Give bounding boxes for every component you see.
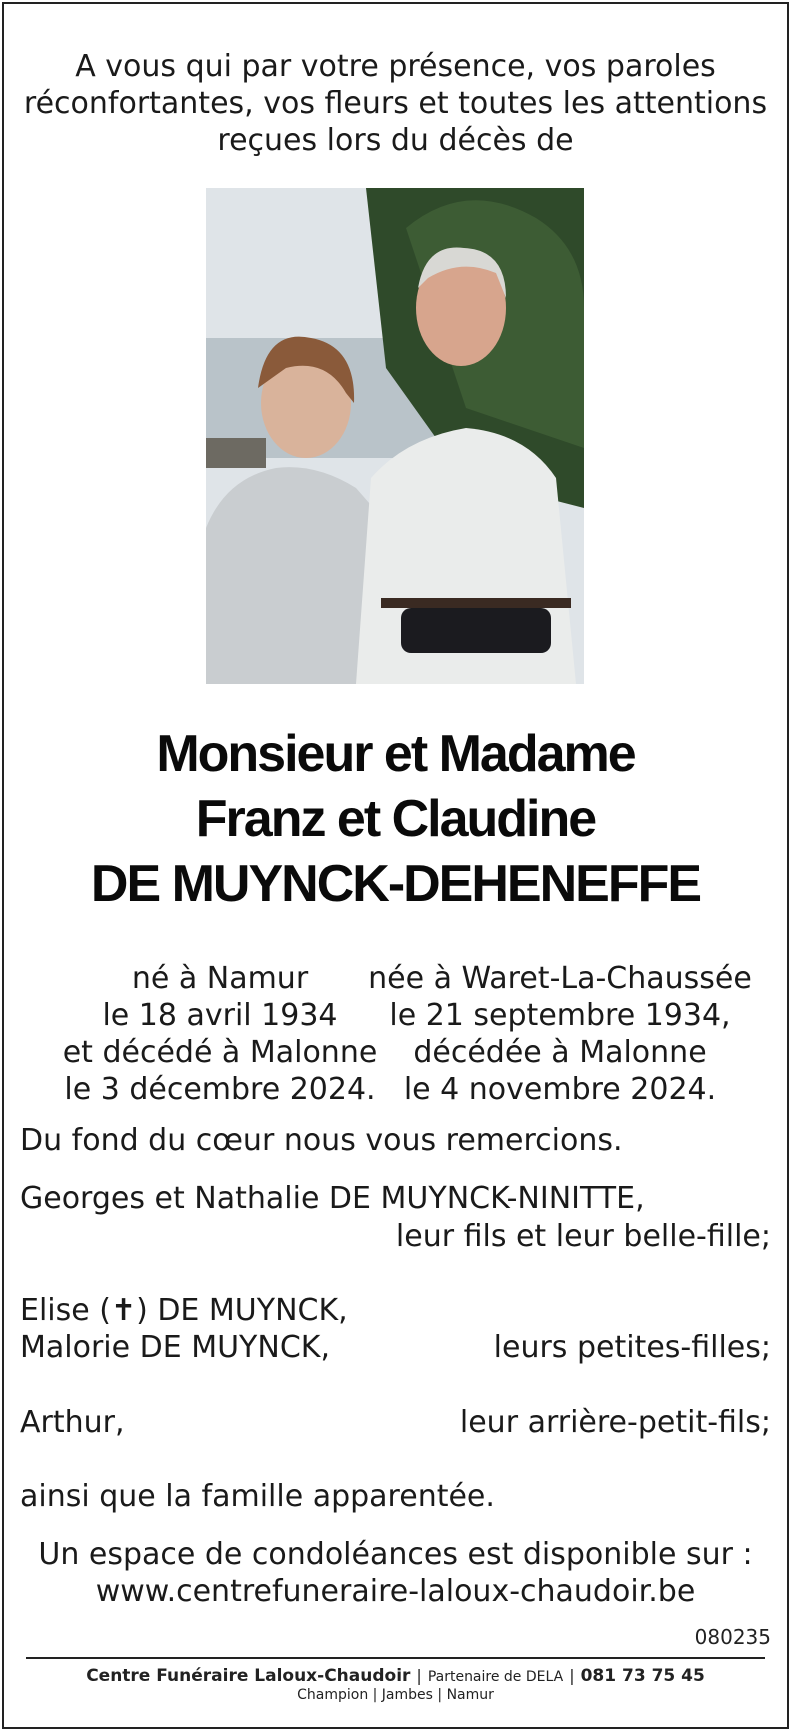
- footer-locations: Champion | Jambes | Namur: [297, 1687, 494, 1703]
- family-greatgrandson: Arthur,: [20, 1405, 125, 1440]
- deceased-names: [0, 722, 791, 917]
- condolences-text: Un espace de condoléances est disponible sur :: [38, 1537, 753, 1572]
- names-line-1: Monsieur et Madame: [156, 725, 635, 783]
- family-extended: ainsi que la famille apparentée.: [20, 1479, 495, 1514]
- names-line-2: Franz et Claudine: [195, 790, 596, 848]
- family-granddaughter-1: Elise (✝) DE MUYNCK,: [20, 1293, 348, 1328]
- intro-text: [20, 48, 771, 159]
- bio-husband: [40, 960, 400, 1108]
- names-line-3: DE MUYNCK-DEHENEFFE: [90, 855, 701, 913]
- family-granddaughters-role: leurs petites-filles;: [493, 1330, 771, 1365]
- intro-line-2: réconfortantes, vos fleurs et toutes les attentions: [23, 86, 768, 121]
- reference-number: 080235: [694, 1625, 771, 1649]
- bio-husband-line: né à Namur: [131, 961, 309, 996]
- family-granddaughter-2: Malorie DE MUYNCK,: [20, 1330, 330, 1365]
- family-son-role: leur fils et leur belle-fille;: [395, 1219, 771, 1254]
- bio-husband-line: le 18 avril 1934: [102, 998, 338, 1033]
- condolences: [20, 1536, 771, 1610]
- family-greatgrandson-role: leur arrière-petit-fils;: [459, 1405, 771, 1440]
- footer-phone[interactable]: 081 73 75 45: [580, 1666, 705, 1686]
- thanks-text: Du fond du cœur nous vous remercions.: [20, 1123, 623, 1158]
- family-son: Georges et Nathalie DE MUYNCK-NINITTE,: [20, 1181, 645, 1216]
- intro-line-1: A vous qui par votre présence, vos paroles: [75, 49, 716, 84]
- footer-company: Centre Funéraire Laloux-Chaudoir: [86, 1666, 411, 1686]
- bio-wife-line: décédée à Malonne: [413, 1035, 707, 1070]
- bio-wife-line: le 4 novembre 2024.: [403, 1072, 717, 1107]
- footer-partner: Partenaire de DELA: [427, 1669, 564, 1685]
- bio-husband-line: le 3 décembre 2024.: [64, 1072, 376, 1107]
- intro-line-3: reçues lors du décès de: [217, 123, 574, 158]
- footer-separator: |: [416, 1666, 422, 1685]
- condolences-url-link[interactable]: www.centrefuneraire-laloux-chaudoir.be: [95, 1574, 696, 1609]
- couple-photo: [206, 188, 584, 684]
- bio-wife-line: née à Waret-La-Chaussée: [368, 961, 752, 996]
- footer-bar: [0, 1665, 791, 1688]
- footer-separator: |: [569, 1666, 575, 1685]
- footer-divider: [26, 1657, 765, 1659]
- bio-husband-line: et décédé à Malonne: [62, 1035, 378, 1070]
- bio-wife: [360, 960, 760, 1108]
- bio-wife-line: le 21 septembre 1934,: [389, 998, 731, 1033]
